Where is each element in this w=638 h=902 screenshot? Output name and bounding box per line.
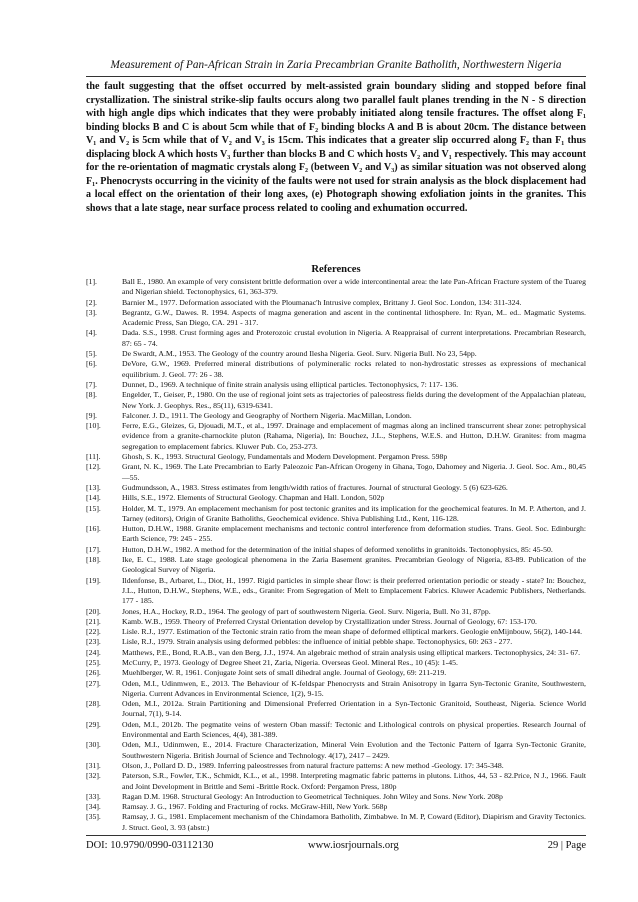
reference-number: [28]. xyxy=(86,699,101,709)
reference-number: [21]. xyxy=(86,616,101,626)
reference-text: Oden, M.I., Udinmwen, E., 2014. Fracture Characterization, Mineral Vein Evolution and the Tectonic Pattern of Igarra Syn-Tectonic Granite, Southwestern Nigeria. British Journal of Science and Technology. 4(17), 2417 – 2429. xyxy=(122,740,586,760)
reference-number: [27]. xyxy=(86,678,101,688)
reference-text: Oden, M.I., 2012b. The pegmatite veins of western Oban massif: Tectonic and Lithological controls on physical properties. Research Journal of Environmental and Earth Sciences, 4(4), 381-389. xyxy=(122,719,586,740)
reference-item xyxy=(86,504,586,525)
reference-item xyxy=(86,452,586,462)
reference-number: [8]. xyxy=(86,390,97,400)
reference-item xyxy=(86,493,586,503)
reference-item xyxy=(86,668,586,678)
reference-item xyxy=(86,812,586,833)
reference-text: Ike, E. C., 1988. Late stage geological phenomena in the Zaria Basement granites. Precambrian Geology of Nigeria, 83-89. Publication of the Geological Survey of Nigeria. xyxy=(122,555,586,575)
reference-number: [29]. xyxy=(86,719,101,729)
reference-text: Gudmundsson, A., 1983. Stress estimates from length/width ratios of fractures. Journal of structural Geology. 5 (6) 623-626. xyxy=(122,482,508,492)
reference-text: Dunnet, D., 1969. A technique of finite strain analysis using elliptical particles. Tectonophysics, 7: 117- 136. xyxy=(122,379,459,389)
footer-url[interactable]: www.iosrjournals.org xyxy=(308,840,399,851)
reference-text: Hutton, D.H.W., 1982. A method for the determination of the initial shapes of deformed xenoliths in granitoids. Tectonophysics, 85: 45-50. xyxy=(122,544,553,554)
reference-item xyxy=(86,627,586,637)
reference-text: Olson, J., Pollard D. D., 1989. Inferring paleostresses from natural fracture patterns: A new method -Geology. 17: 345-348. xyxy=(122,760,504,770)
reference-text: Oden, M.I., Udinmwen, E., 2013. The Behaviour of K-feldspar Phenocrysts and Strain Anisotropy in Igarra Syn-Tectonic Granite, Southwestern, Nigeria. Current Advances in Environmental Science, 1(2), 9-15. xyxy=(122,678,586,698)
reference-item xyxy=(86,390,586,411)
reference-number: [34]. xyxy=(86,802,101,812)
reference-text: Oden, M.I., 2012a. Strain Partitioning and Dimensional Preferred Orientation in a Syn-Tectonic Granitoid, Southeast, Nigeria. Science World Journal, 7(1), 9-14. xyxy=(122,699,586,719)
body-paragraph: the fault suggesting that the offset occurred by melt-assisted grain boundary sliding and stopped before final crystallization. The sinistral strike-slip faults occurs along two parallel fault planes trending in the N - S direction with high angle dips which indicates that they were probably initiated along tensile fractures. The offset along F₁ binding blocks B and C is about 5cm while that of F₂ binding blocks A and B is about 20cm. The distance between V₁ and V₂ is 5cm while that of V₂ and V₃ is 15cm. This indicates that a greater slip occurred along F₂ than F₁ thus displacing block A which hosts V₃ further than blocks B and C which hosts V₂ and V₁ respectively. This may account for the re-orientation of magmatic crystals along F₂ (between V₂ and V₃) as similar situation was not observed along F₁. Phenocrysts occurring in the vicinity of the faults were not used for strain analysis as the block displacement had a local effect on the orientation of their long axes, (e) Photograph showing exfoliation joints in the granites. This shows that a late stage, near surface process related to cooling and exhumation occurred. xyxy=(86,81,586,214)
reference-number: [2]. xyxy=(86,297,97,307)
references-heading: References xyxy=(311,264,361,275)
reference-text: Holder, M. T., 1979. An emplacement mechanism for post tectonic granites and its implication for the geochemical features. In M. P. Atherton, and J. Tarney (editors), Origin of Granite Batholiths, Geochemical evidence. Shiva Publishing Ltd., Kent, 116-128. xyxy=(122,503,586,523)
reference-item xyxy=(86,648,586,658)
reference-item xyxy=(86,298,586,308)
references-list xyxy=(86,277,586,833)
reference-item xyxy=(86,524,586,545)
reference-item xyxy=(86,761,586,771)
reference-number: [19]. xyxy=(86,575,101,585)
reference-item xyxy=(86,545,586,555)
reference-number: [10]. xyxy=(86,421,101,431)
reference-text: Barnier M., 1977. Deformation associated with the Ploumanac'h Intrusive complex, Brittany J. Geol Soc. London, 134: 311-324. xyxy=(122,297,522,307)
running-header: Measurement of Pan-African Strain in Zaria Precambrian Granite Batholith, Northwestern Nigeria xyxy=(110,59,562,71)
reference-item xyxy=(86,802,586,812)
reference-number: [1]. xyxy=(86,277,97,286)
reference-text: Ferre, E.G., Gleizes, G, Djouadi, M.T., et al., 1997. Drainage and emplacement of magmas along an inclined transcurrent shear zone: petrophysical evidence from a granite-charnockite pluton (Rahama, Nigeria), In: Bouchez, J.L., Stephens, W.E.S. and Hutton, D.H.W. Granites: from magma segregation to emplacement fabrics. Kluwer Pub. Co, 253-273. xyxy=(122,421,586,451)
reference-number: [30]. xyxy=(86,740,101,750)
reference-text: Begrantz, G.W., Dawes. R. 1994. Aspects of magma generation and ascent in the continental lithosphere. In: Ryan, M.. ed.. Magmatic Systems. Academic Press, San Diego, CA. 291 - 317. xyxy=(122,307,586,328)
reference-number: [26]. xyxy=(86,668,101,678)
reference-number: [7]. xyxy=(86,379,97,389)
reference-number: [31]. xyxy=(86,760,101,770)
reference-text: Ramsay. J. G., 1967. Folding and Fracturing of rocks. McGraw-Hill, New York. 568p xyxy=(122,802,388,812)
reference-text: Falconer. J. D., 1911. The Geology and Geography of Northern Nigeria. MacMillan, London. xyxy=(122,410,412,420)
reference-text: Hutton, D.H.W., 1988. Granite emplacement mechanisms and tectonic control interference from deformation studies. Trans. Geol. Soc. Edinburgh: Earth Science, 79: 245 - 255. xyxy=(122,524,586,544)
reference-number: [24]. xyxy=(86,647,101,657)
reference-number: [3]. xyxy=(86,307,97,317)
reference-text: De Swardt, A.M., 1953. The Geology of the country around Ilesha Nigeria. Geol. Surv. Nigeria Bull. No 23, 54pp. xyxy=(122,349,477,359)
reference-item xyxy=(86,720,586,741)
reference-item xyxy=(86,771,586,792)
reference-number: [11]. xyxy=(86,452,101,462)
reference-number: [13]. xyxy=(86,482,101,492)
reference-text: Ghosh, S. K., 1993. Structural Geology, Fundamentals and Modern Development. Pergamon Press. 598p xyxy=(122,452,448,462)
reference-item xyxy=(86,617,586,627)
reference-text: Matthews, P.E., Bond, R.A.B., van den Berg, J.J., 1974. An algebraic method of strain analysis using elliptical markers. Tectonophysics, 24: 31- 67. xyxy=(122,647,581,657)
footer-page-number: 29 | Page xyxy=(547,840,586,851)
reference-number: [6]. xyxy=(86,359,97,369)
reference-item xyxy=(86,679,586,700)
reference-item xyxy=(86,607,586,617)
body-paragraph-block xyxy=(86,80,586,215)
reference-item xyxy=(86,576,586,607)
footer-rule xyxy=(86,835,586,836)
reference-text: Ragan D.M. 1968. Structural Geology: An Introduction to Geometrical Techniques. John Wiley and Sons. New York. 208p xyxy=(122,791,503,801)
reference-text: DeVore, G.W., 1969. Preferred mineral distributions of polymineralic rocks related to non-hydrostatic stresses as expressions of mechanical equilibrium. J. Geol. 77: 26 - 38. xyxy=(122,359,586,379)
reference-number: [5]. xyxy=(86,349,97,359)
reference-text: Hills, S.E., 1972. Elements of Structural Geology. Chapman and Hall. London, 502p xyxy=(122,493,385,503)
reference-item xyxy=(86,359,586,380)
reference-text: Muehlberger, W. R, 1961. Conjugate Joint sets of small dihedral angle. Journal of Geology, 69: 211-219. xyxy=(122,668,447,678)
reference-item xyxy=(86,740,586,761)
reference-text: Paterson, S.R., Fowler, T.K., Schmidt, K.L., et al., 1998. Interpreting magmatic fabric patterns in plutons. Lithos, 44, 53 - 82.Price, N J., 1966. Fault and Joint Development in Brittle and Semi -Brittle Rock. Oxford: Pergamon Press, 180p xyxy=(122,771,586,791)
reference-text: Ramsay, J. G., 1981. Emplacement mechanism of the Chindamora Batholith, Zimbabwe. In M. P, Coward (Editor), Diapirism and Gravity Tectonics. J. Struct. Geol, 3. 93 (abstr.) xyxy=(122,812,586,832)
reference-item xyxy=(86,349,586,359)
reference-number: [17]. xyxy=(86,544,101,554)
reference-item xyxy=(86,277,586,298)
reference-text: Ildenfonse, B., Arbaret, L., Diot, H., 1997. Rigid particles in simple shear flow: is their preferred orientation periodic or steady - state? In: Bouchez, J.L., Hutton, D.H.W., Stephens, W.E., eds., Granite: From Segregation of Melt to Emplacement Fabrics. Kluwer Academic Publishers, Netherlands. 177 - 185. xyxy=(122,575,586,606)
reference-number: [22]. xyxy=(86,627,101,637)
reference-item xyxy=(86,792,586,802)
reference-item xyxy=(86,483,586,493)
reference-number: [16]. xyxy=(86,524,101,534)
reference-text: Lisle, R.J., 1979. Strain analysis using deformed pebbles: the influence of initial pebble shape. Tectonophysics, 60: 263 - 277. xyxy=(122,637,513,647)
reference-number: [32]. xyxy=(86,771,101,781)
reference-number: [4]. xyxy=(86,328,97,338)
reference-item xyxy=(86,699,586,720)
reference-number: [35]. xyxy=(86,812,101,822)
reference-item xyxy=(86,637,586,647)
reference-item xyxy=(86,308,586,329)
reference-text: Ball E., 1980. An example of very consistent brittle deformation over a wide intercontinental area: the late Pan-African Fracture system of the Tuareg and Nigerian shield. Tectonophysics, 61, 363-379. xyxy=(122,277,586,297)
footer-doi: DOI: 10.9790/0990-03112130 xyxy=(86,840,214,851)
reference-text: Kamb. W.B., 1959. Theory of Preferred Crystal Orientation develop by Crystallization under Stress. Journal of Geology, 67: 153-170. xyxy=(122,616,537,626)
reference-number: [15]. xyxy=(86,503,101,513)
reference-number: [9]. xyxy=(86,410,97,420)
reference-text: Lisle. R.J., 1977. Estimation of the Tectonic strain ratio from the mean shape of deformed elliptical markers. Geologie enMijnbouw, 56(2), 140-144. xyxy=(122,627,583,637)
reference-item xyxy=(86,555,586,576)
reference-text: Jones, H.A., Hockey, R.D., 1964. The geology of part of southwestern Nigeria. Geol. Surv. Nigeria, Bull. No 31, 87pp. xyxy=(122,606,491,616)
reference-number: [25]. xyxy=(86,657,101,667)
reference-text: McCurry, P., 1973. Geology of Degree Sheet 21, Zaria, Nigeria. Overseas Geol. Mineral Res., 10 (45): 1-45. xyxy=(122,657,458,667)
reference-text: Grant, N. K., 1969. The Late Precambrian to Early Paleozoic Pan-African Orogeny in Ghana, Togo, Dahomey and Nigeria. J. Geol. Soc. Am., 80,45—55. xyxy=(122,462,586,482)
reference-number: [33]. xyxy=(86,791,101,801)
reference-item xyxy=(86,380,586,390)
reference-item xyxy=(86,328,586,349)
reference-item xyxy=(86,411,586,421)
reference-number: [12]. xyxy=(86,462,101,472)
reference-item xyxy=(86,421,586,452)
header-rule xyxy=(86,76,586,77)
reference-number: [14]. xyxy=(86,493,101,503)
reference-text: Dada. S.S., 1998. Crust forming ages and Proterozoic crustal evolution in Nigeria. A Reappraisal of current interpretations. Precambrian Research, 87: 65 - 74. xyxy=(122,328,586,348)
reference-number: [18]. xyxy=(86,555,101,565)
reference-number: [20]. xyxy=(86,606,101,616)
reference-item xyxy=(86,658,586,668)
reference-item xyxy=(86,462,586,483)
reference-number: [23]. xyxy=(86,637,101,647)
reference-text: Engelder, T., Geiser, P., 1980. On the use of regional joint sets as trajectories of paleostress fields during the development of the Appalachian plateau, New York. J. Geophys. Res., 85(11), 6319-6341. xyxy=(122,390,586,410)
